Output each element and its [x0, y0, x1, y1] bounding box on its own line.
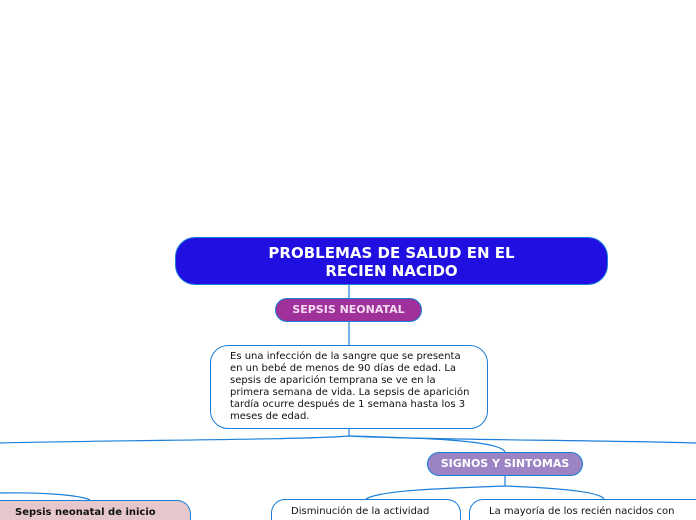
signos-sintomas-label: SIGNOS Y SINTOMAS: [440, 457, 570, 470]
sign-majority-text: La mayoría de los recién nacidos con: [489, 506, 675, 517]
connector-to-right-branch: [349, 436, 696, 443]
sepsis-neonatal-node[interactable]: [275, 298, 422, 322]
root-topic-node[interactable]: [175, 237, 608, 285]
connector-to-early-onset: [0, 493, 90, 500]
signos-sintomas-node[interactable]: [427, 452, 583, 476]
connector-to-sign-2: [505, 486, 604, 499]
root-topic-label: PROBLEMAS DE SALUD EN EL RECIEN NACIDO: [268, 244, 515, 280]
connector-to-sign-1: [366, 486, 505, 499]
sign-majority-node[interactable]: [469, 499, 696, 520]
sign-activity-node[interactable]: [271, 499, 461, 520]
definition-text: Es una infección de la sangre que se presenta en un bebé de menos de 90 días de edad. La sepsis de aparición temprana se ve en la primera semana de vida. La sepsis de aparición tardía ocurre después de 1 semana hasta los 3 meses de edad.: [230, 351, 470, 422]
connector-to-signos: [349, 436, 505, 452]
connector-to-left-branch: [0, 436, 349, 443]
early-onset-node[interactable]: [0, 500, 191, 520]
sign-activity-text: Disminución de la actividad: [291, 506, 430, 517]
sepsis-neonatal-label: SEPSIS NEONATAL: [292, 303, 405, 316]
early-onset-label: Sepsis neonatal de inicio: [15, 507, 156, 518]
definition-node[interactable]: [210, 345, 488, 429]
